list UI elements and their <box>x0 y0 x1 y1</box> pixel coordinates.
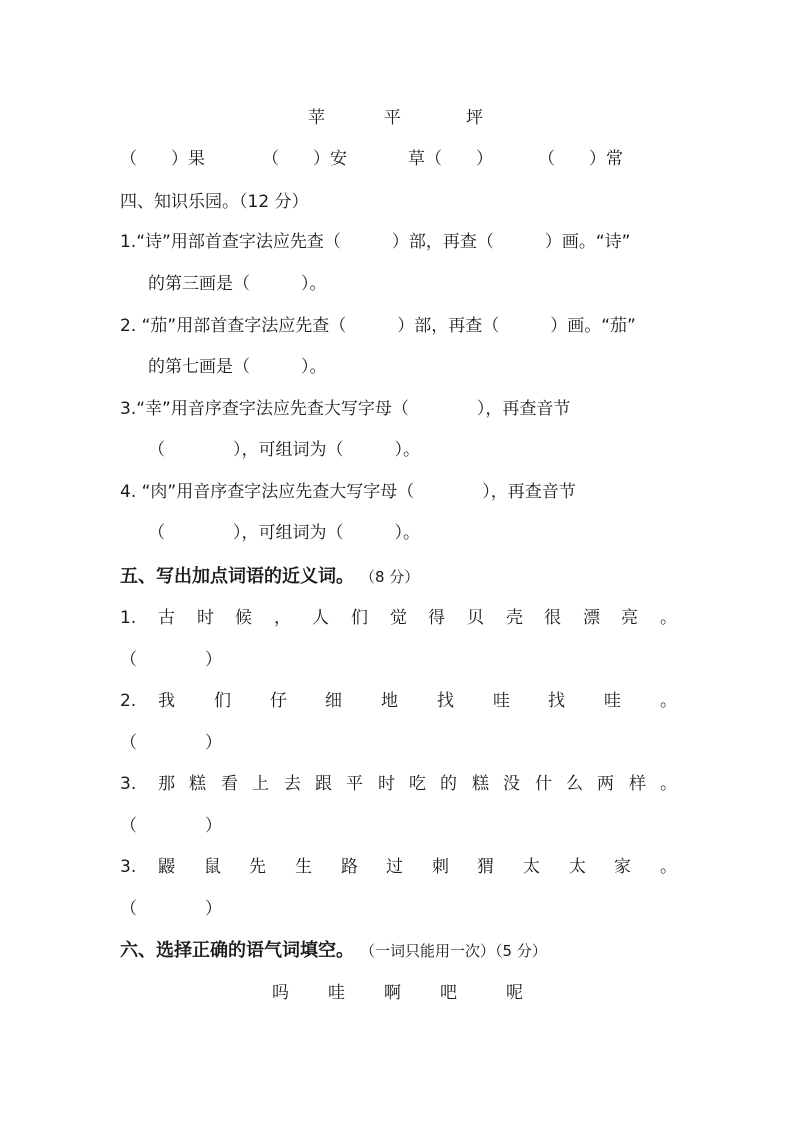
q1-line2: 的第三画是（ ）。 <box>148 274 327 294</box>
answer-blank[interactable]: （ ） <box>120 650 222 670</box>
sentence-char: 那 <box>158 774 175 794</box>
sentence-row <box>0 604 794 632</box>
blank-item: （ ）常 <box>538 149 623 169</box>
word-bank <box>0 979 794 1007</box>
sentence-char: 刺 <box>432 857 449 877</box>
answer-row <box>0 729 794 757</box>
q2-line1: 2. “茄”用部首查字法应先查（ ）部，再查（ ）画。“茄” <box>120 316 636 336</box>
question-line <box>0 228 794 256</box>
answer-row <box>0 812 794 840</box>
item-number: 3. <box>120 857 137 877</box>
sentence-char: 们 <box>214 691 231 711</box>
q2-line2: 的第七画是（ ）。 <box>148 357 327 377</box>
sentence-char: 看 <box>221 774 238 794</box>
sentence-char: 的 <box>440 774 457 794</box>
section4-title: 四、知识乐园。（12 分） <box>120 192 309 212</box>
sentence-char: 找 <box>437 691 454 711</box>
sentence-char: 时 <box>197 608 214 628</box>
word-item: 吗 <box>272 983 289 1003</box>
sentence-char: 人 <box>312 608 329 628</box>
sentence-char: 鼹 <box>158 857 175 877</box>
sentence-row <box>0 687 794 715</box>
sentence-char: 亮 <box>621 608 638 628</box>
answer-blank[interactable]: （ ） <box>120 733 222 753</box>
sentence-char: 漂 <box>583 608 600 628</box>
sentence-row <box>0 853 794 881</box>
sentence-char: 地 <box>381 691 398 711</box>
sentence-char: 贝 <box>467 608 484 628</box>
word-item: 啊 <box>384 983 401 1003</box>
sentence-char: 找 <box>548 691 565 711</box>
section5-score: （8 分） <box>360 568 420 586</box>
sentence-char: 时 <box>378 774 395 794</box>
sentence-char: 两 <box>597 774 614 794</box>
section6-note: （一词只能用一次）（5 分） <box>360 942 547 960</box>
sentence-char: 没 <box>503 774 520 794</box>
question-line <box>0 353 794 381</box>
sentence-char: 吃 <box>409 774 426 794</box>
section6-title: 六、选择正确的语气词填空。 <box>120 940 354 961</box>
sentence-char: 糕 <box>189 774 206 794</box>
sentence-char: 太 <box>569 857 586 877</box>
q1-line1: 1.“诗”用部首查字法应先查（ ）部，再查（ ）画。“诗” <box>120 232 631 252</box>
blank-item: 草（ ） <box>408 149 493 169</box>
sentence-char: 生 <box>295 857 312 877</box>
question-line <box>0 270 794 298</box>
sentence-char: 。 <box>660 608 677 628</box>
sentence-char: 什 <box>535 774 552 794</box>
sentence-char: 么 <box>566 774 583 794</box>
sentence-char: 古 <box>158 608 175 628</box>
sentence-char: 猬 <box>477 857 494 877</box>
sentence-char: 鼠 <box>204 857 221 877</box>
char-item: 平 <box>384 108 401 128</box>
blank-row <box>0 145 794 173</box>
answer-row <box>0 895 794 923</box>
q3-line2: （ ），可组词为（ ）。 <box>148 440 420 460</box>
sentence-char: 路 <box>341 857 358 877</box>
q4-line1: 4. “肉”用音序查字法应先查大写字母（ ），再查音节 <box>120 482 576 502</box>
question-line <box>0 519 794 547</box>
sentence-char: 哇 <box>604 691 621 711</box>
q4-line2: （ ），可组词为（ ）。 <box>148 523 420 543</box>
item-number: 1. <box>120 608 137 628</box>
question-line <box>0 436 794 464</box>
q3-line1: 3.“幸”用音序查字法应先查大写字母（ ），再查音节 <box>120 399 571 419</box>
sentence-char: 细 <box>325 691 342 711</box>
word-item: 呢 <box>506 983 523 1003</box>
word-item: 哇 <box>328 983 345 1003</box>
sentence-char: 上 <box>252 774 269 794</box>
sentence-char: 跟 <box>315 774 332 794</box>
question-line <box>0 395 794 423</box>
sentence-row <box>0 770 794 798</box>
char-item: 苹 <box>308 108 325 128</box>
sentence-char: 。 <box>660 857 677 877</box>
item-number: 2. <box>120 691 137 711</box>
sentence-char: 仔 <box>270 691 287 711</box>
sentence-char: 得 <box>428 608 445 628</box>
sentence-char: 糕 <box>472 774 489 794</box>
sentence-char: ， <box>274 608 291 628</box>
blank-item: （ ）安 <box>262 149 347 169</box>
blank-item: （ ）果 <box>120 149 205 169</box>
section5-title: 五、写出加点词语的近义词。 <box>120 566 354 587</box>
word-item: 吧 <box>440 983 457 1003</box>
sentence-char: 哇 <box>493 691 510 711</box>
char-row <box>0 104 794 132</box>
sentence-char: 太 <box>523 857 540 877</box>
answer-row <box>0 646 794 674</box>
char-item: 坪 <box>466 108 483 128</box>
sentence-char: 过 <box>386 857 403 877</box>
section-title <box>0 937 794 965</box>
sentence-char: 觉 <box>390 608 407 628</box>
section-title <box>0 188 794 216</box>
sentence-char: 样 <box>629 774 646 794</box>
sentence-char: 家 <box>614 857 631 877</box>
sentence-char: 很 <box>544 608 561 628</box>
question-line <box>0 478 794 506</box>
sentence-char: 平 <box>346 774 363 794</box>
sentence-char: 。 <box>660 691 677 711</box>
sentence-char: 候 <box>235 608 252 628</box>
answer-blank[interactable]: （ ） <box>120 816 222 836</box>
sentence-char: 去 <box>284 774 301 794</box>
section-title <box>0 563 794 591</box>
question-line <box>0 312 794 340</box>
sentence-char: 壳 <box>506 608 523 628</box>
sentence-char: 。 <box>660 774 677 794</box>
answer-blank[interactable]: （ ） <box>120 899 222 919</box>
sentence-char: 先 <box>249 857 266 877</box>
sentence-char: 们 <box>351 608 368 628</box>
item-number: 3. <box>120 774 137 794</box>
sentence-char: 我 <box>158 691 175 711</box>
